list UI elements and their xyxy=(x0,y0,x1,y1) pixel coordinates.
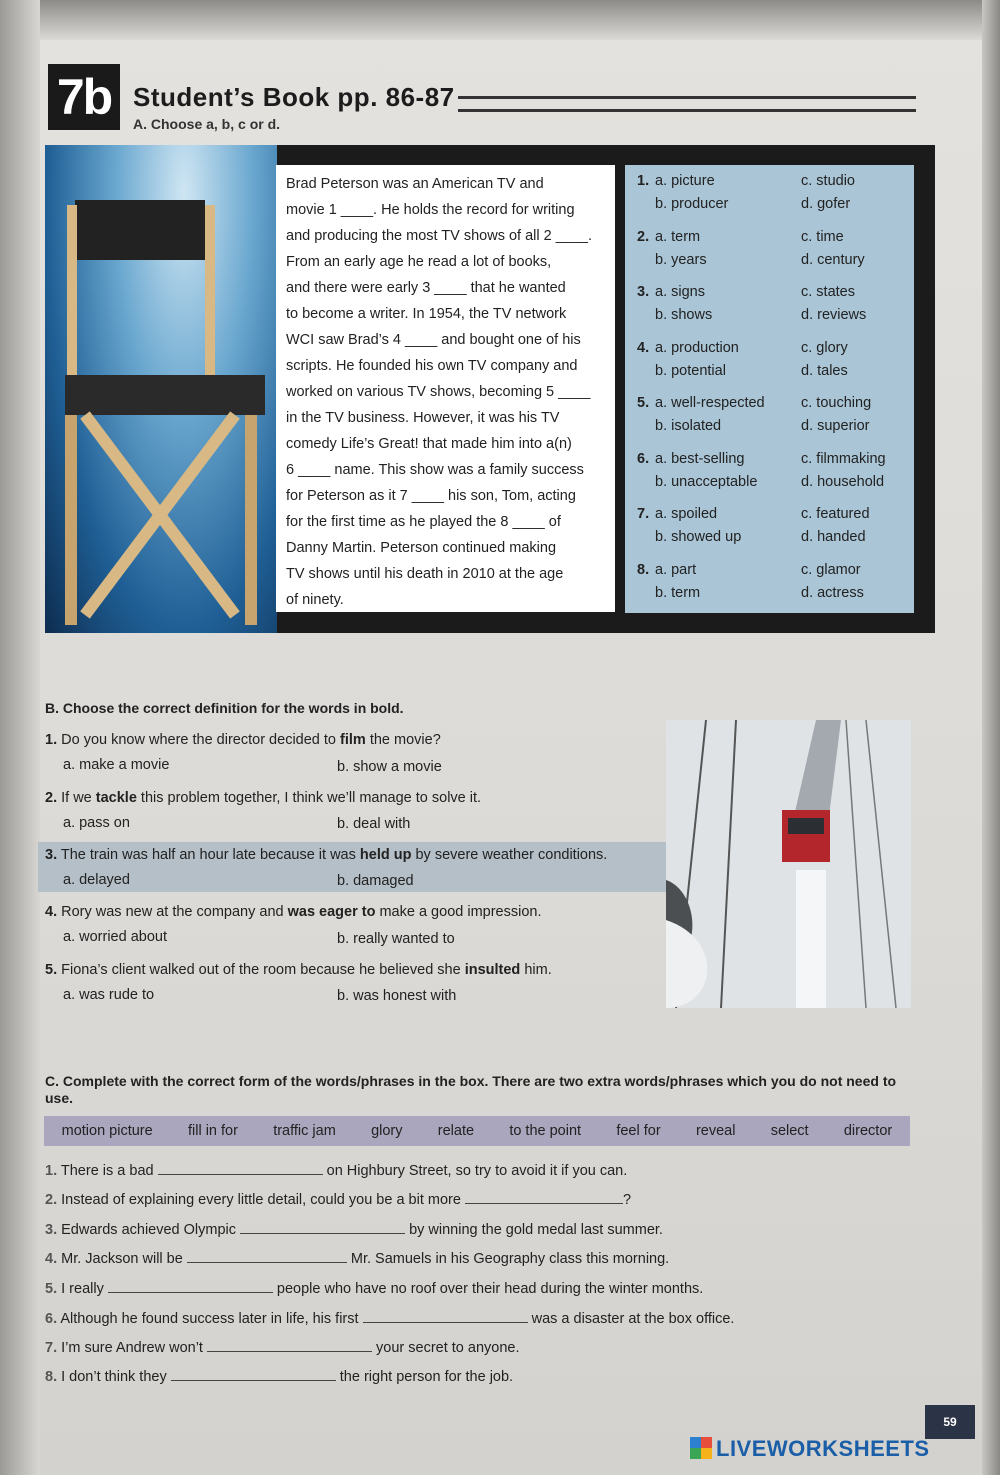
option-group-8 xyxy=(633,560,906,616)
passage-line: to become a writer. In 1954, the TV network xyxy=(286,306,567,322)
option-a[interactable]: a. term xyxy=(655,228,701,245)
option-number: 4. xyxy=(637,339,650,356)
question-text: Mr. Samuels in his Geography class this morning. xyxy=(346,1251,670,1267)
question-text: I’m sure Andrew won’t xyxy=(61,1340,207,1356)
question-text: ? xyxy=(622,1192,632,1208)
question-number: 6. xyxy=(45,1311,58,1327)
question-number: 4. xyxy=(45,904,58,920)
question-number: 3. xyxy=(45,1222,58,1238)
word-box-item: fill in for xyxy=(187,1123,238,1139)
option-d[interactable]: d. household xyxy=(801,473,885,490)
option-a[interactable]: a. production xyxy=(655,339,739,356)
watermark xyxy=(690,1436,930,1462)
question-number: 1. xyxy=(45,732,58,748)
passage-line: WCI saw Brad’s 4 ____ and bought one of his xyxy=(286,332,581,348)
passage-line: comedy Life’s Great! that made him into a(n) xyxy=(286,436,572,452)
question-text: the movie? xyxy=(365,732,441,748)
question-b2 xyxy=(45,790,481,806)
question-b1 xyxy=(45,732,441,748)
question-c6 xyxy=(45,1308,734,1327)
question-c4 xyxy=(45,1248,669,1267)
question-b3 xyxy=(45,847,607,863)
answer-blank[interactable] xyxy=(171,1366,336,1381)
passage-line: and there were early 3 ____ that he wanted xyxy=(286,280,566,296)
watermark-text: LIVEWORKSHEETS xyxy=(716,1436,930,1461)
question-c5 xyxy=(45,1278,703,1297)
option-b[interactable]: b. term xyxy=(655,584,701,601)
director-chair-image xyxy=(45,145,277,633)
option-b[interactable]: b. producer xyxy=(655,196,729,212)
question-number: 1. xyxy=(45,1163,58,1179)
option-a[interactable]: a. well-respected xyxy=(655,395,765,411)
question-number: 8. xyxy=(45,1369,58,1385)
passage-line: Brad Peterson was an American TV and xyxy=(286,176,544,192)
option-d[interactable]: d. gofer xyxy=(801,196,851,212)
option-d[interactable]: d. reviews xyxy=(801,307,867,323)
question-number: 4. xyxy=(45,1251,58,1267)
answer-blank[interactable] xyxy=(207,1337,372,1352)
question-c2 xyxy=(45,1189,631,1208)
question-c8 xyxy=(45,1366,513,1385)
question-text: by winning the gold medal last summer. xyxy=(405,1222,663,1238)
option-group-2 xyxy=(633,227,906,283)
question-text: There is a bad xyxy=(60,1163,158,1179)
option-number: 1. xyxy=(637,173,650,189)
answer-b4-a[interactable]: a. worried about xyxy=(63,929,167,945)
option-a[interactable]: a. part xyxy=(655,561,697,578)
question-text: Edwards achieved Olympic xyxy=(61,1222,241,1238)
answer-b2-b[interactable]: b. deal with xyxy=(337,816,411,832)
question-text: Instead of explaining every little detail, could you be a bit more xyxy=(61,1192,465,1208)
question-text: make a good impression. xyxy=(375,904,542,920)
question-text: Do you know where the director decided to xyxy=(61,732,341,748)
option-d[interactable]: d. century xyxy=(801,251,865,268)
bold-word: was eager to xyxy=(287,904,376,920)
word-box-item: reveal xyxy=(695,1123,736,1139)
option-c[interactable]: c. studio xyxy=(801,173,855,189)
word-box-item: traffic jam xyxy=(273,1123,336,1139)
question-number: 5. xyxy=(45,1281,58,1297)
passage-line: 6 ____ name. This show was a family success xyxy=(286,462,584,478)
question-text: was a disaster at the box office. xyxy=(527,1311,735,1327)
option-d[interactable]: d. handed xyxy=(801,529,866,545)
word-box-item: motion picture xyxy=(61,1123,153,1139)
passage-line: scripts. He founded his own TV company and xyxy=(286,358,578,374)
option-b[interactable]: b. potential xyxy=(655,362,726,379)
director-chair-icon xyxy=(45,145,277,633)
word-box-item: feel for xyxy=(616,1123,661,1139)
option-c[interactable]: c. glamor xyxy=(801,561,861,578)
question-c1 xyxy=(45,1160,627,1179)
liveworksheets-logo-icon xyxy=(690,1437,712,1459)
question-text: I really xyxy=(61,1281,108,1297)
passage-line: of ninety. xyxy=(286,592,344,608)
option-a[interactable]: a. picture xyxy=(655,173,715,189)
option-b[interactable]: b. unacceptable xyxy=(655,473,758,490)
passage-line: TV shows until his death in 2010 at the age xyxy=(286,566,564,582)
word-box-item: relate xyxy=(437,1123,475,1139)
option-c[interactable]: c. states xyxy=(801,284,855,300)
train-in-snow-image xyxy=(666,720,911,1008)
word-box-item: select xyxy=(770,1123,809,1139)
section-b-heading: B. Choose the correct definition for the words in bold. xyxy=(45,700,404,716)
page-right-edge xyxy=(982,0,1000,1475)
question-number: 2. xyxy=(45,790,58,806)
page-title: Student’s Book pp. 86-87 xyxy=(133,82,455,112)
page-top-shadow xyxy=(0,0,1000,40)
option-number: 2. xyxy=(637,228,650,245)
section-a-instruction: A. Choose a, b, c or d. xyxy=(133,116,281,132)
answer-b3-b[interactable]: b. damaged xyxy=(337,873,414,889)
word-box-item: to the point xyxy=(509,1123,582,1139)
option-b[interactable]: b. isolated xyxy=(655,418,722,434)
option-number: 6. xyxy=(637,450,650,467)
option-c[interactable]: c. featured xyxy=(801,506,870,522)
question-text: The train was half an hour late because it was xyxy=(60,847,360,863)
question-text: this problem together, I think we’ll manage to solve it. xyxy=(136,790,482,806)
question-c3 xyxy=(45,1219,663,1238)
question-b5 xyxy=(45,962,552,978)
option-number: 8. xyxy=(637,561,650,578)
option-b[interactable]: b. showed up xyxy=(655,529,742,545)
answer-b3-a[interactable]: a. delayed xyxy=(63,872,130,888)
title-rule xyxy=(458,96,916,112)
question-c7 xyxy=(45,1337,520,1356)
option-group-1 xyxy=(633,171,906,227)
option-d[interactable]: d. superior xyxy=(801,418,870,434)
option-group-7 xyxy=(633,504,906,560)
option-d[interactable]: d. actress xyxy=(801,584,864,601)
answer-blank[interactable] xyxy=(158,1160,323,1175)
page-number: 59 xyxy=(925,1405,975,1439)
passage-line: worked on various TV shows, becoming 5 ____ xyxy=(286,384,591,400)
answer-options xyxy=(625,165,914,613)
option-group-5 xyxy=(633,393,906,449)
page-left-shadow xyxy=(0,0,40,1475)
answer-blank[interactable] xyxy=(240,1219,405,1234)
option-c[interactable]: c. filmmaking xyxy=(801,450,886,467)
answer-blank[interactable] xyxy=(108,1278,273,1293)
option-group-3 xyxy=(633,282,906,338)
word-box xyxy=(44,1116,910,1146)
unit-badge: 7b xyxy=(48,64,120,130)
question-text: him. xyxy=(520,962,552,978)
option-a[interactable]: a. best-selling xyxy=(655,450,745,467)
option-d[interactable]: d. tales xyxy=(801,362,848,379)
option-group-4 xyxy=(633,338,906,394)
word-box-item: director xyxy=(843,1123,893,1139)
answer-b5-b[interactable]: b. was honest with xyxy=(337,988,457,1004)
bold-word: held up xyxy=(359,847,412,863)
answer-b4-b[interactable]: b. really wanted to xyxy=(337,931,455,947)
question-text: Rory was new at the company and xyxy=(61,904,288,920)
question-text: on Highbury Street, so try to avoid it if you can. xyxy=(322,1163,628,1179)
question-number: 5. xyxy=(45,962,58,978)
question-number: 3. xyxy=(45,847,58,863)
passage-line: From an early age he read a lot of books, xyxy=(286,254,552,270)
passage-line: movie 1 ____. He holds the record for writing xyxy=(286,202,575,218)
answer-b2-a[interactable]: a. pass on xyxy=(63,815,130,831)
option-a[interactable]: a. signs xyxy=(655,284,705,300)
question-number: 7. xyxy=(45,1340,58,1356)
answer-blank[interactable] xyxy=(465,1189,623,1204)
passage-line: for the first time as he played the 8 ____ of xyxy=(286,514,561,530)
option-number: 7. xyxy=(637,506,650,522)
option-b[interactable]: b. years xyxy=(655,251,707,268)
question-text: Although he found success later in life, his first xyxy=(60,1311,363,1327)
option-number: 5. xyxy=(637,395,650,411)
reading-passage xyxy=(276,165,615,612)
train-icon xyxy=(666,720,911,1008)
option-number: 3. xyxy=(637,284,650,300)
passage-line: and producing the most TV shows of all 2 ____. xyxy=(286,228,593,244)
bold-word: insulted xyxy=(464,962,521,978)
question-text: people who have no roof over their head during the winter months. xyxy=(272,1281,704,1297)
passage-line: for Peterson as it 7 ____ his son, Tom, acting xyxy=(286,488,576,504)
option-c[interactable]: c. touching xyxy=(801,395,872,411)
section-c-heading: C. Complete with the correct form of the words/phrases in the box. There are two extra words/phrases which you do not need to use. xyxy=(45,1073,897,1106)
answer-blank[interactable] xyxy=(187,1248,347,1263)
word-box-item: glory xyxy=(371,1123,403,1139)
option-c[interactable]: c. glory xyxy=(801,339,848,356)
question-text: the right person for the job. xyxy=(335,1369,514,1385)
passage-line: in the TV business. However, it was his TV xyxy=(286,410,560,426)
question-text: If we xyxy=(61,790,96,806)
passage-line: Danny Martin. Peterson continued making xyxy=(286,540,557,556)
question-text: by severe weather conditions. xyxy=(411,847,608,863)
question-b4 xyxy=(45,904,541,920)
option-c[interactable]: c. time xyxy=(801,228,844,245)
bold-word: film xyxy=(340,732,366,748)
question-text: Mr. Jackson will be xyxy=(61,1251,187,1267)
option-group-6 xyxy=(633,449,906,505)
bold-word: tackle xyxy=(95,790,137,806)
answer-b1-b[interactable]: b. show a movie xyxy=(337,759,442,775)
option-a[interactable]: a. spoiled xyxy=(655,506,718,522)
question-text: Fiona’s client walked out of the room because he believed she xyxy=(61,962,465,978)
question-text: I don’t think they xyxy=(61,1369,171,1385)
option-b[interactable]: b. shows xyxy=(655,307,713,323)
answer-blank[interactable] xyxy=(363,1308,528,1323)
question-text: your secret to anyone. xyxy=(372,1340,520,1356)
question-number: 2. xyxy=(45,1192,58,1208)
answer-b5-a[interactable]: a. was rude to xyxy=(63,987,155,1003)
answer-b1-a[interactable]: a. make a movie xyxy=(63,757,170,773)
